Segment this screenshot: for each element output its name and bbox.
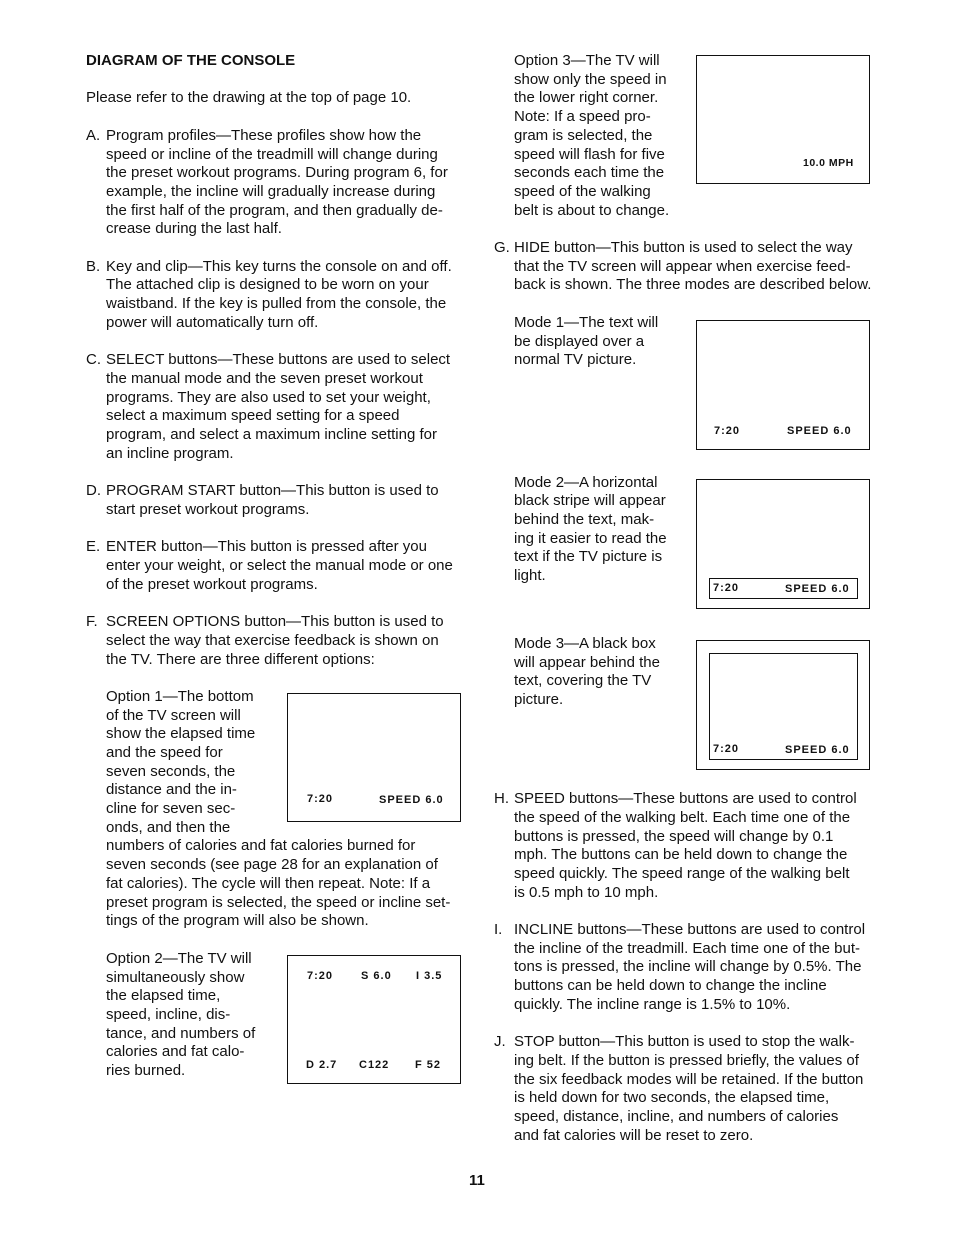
- item-j-line: STOP button—This button is used to stop the walk-: [514, 1033, 855, 1050]
- item-e-line: of the preset workout programs.: [106, 576, 318, 593]
- page-number: 11: [469, 1172, 485, 1189]
- option1-line: tings of the program will also be shown.: [106, 912, 369, 929]
- item-b-line: The attached clip is designed to be worn on your: [106, 276, 429, 293]
- tv-time: 7:20: [713, 582, 740, 594]
- mode3-line: text, covering the TV: [514, 672, 652, 689]
- mode3-line: Mode 3—A black box: [514, 635, 656, 652]
- mode2-line: behind the text, mak-: [514, 511, 655, 528]
- option3-line: Option 3—The TV will: [514, 52, 660, 69]
- item-j-letter: J.: [494, 1033, 506, 1050]
- item-d-line: start preset workout programs.: [106, 501, 310, 518]
- option3-line: speed will flash for five: [514, 146, 665, 163]
- item-d-line: PROGRAM START button—This button is used to: [106, 482, 439, 499]
- item-a-line: example, the incline will gradually increase during: [106, 183, 436, 200]
- item-b-line: power will automatically turn off.: [106, 314, 319, 331]
- item-g-line: HIDE button—This button is used to select the way: [514, 239, 853, 256]
- tv-speed: S 6.0: [361, 970, 392, 982]
- item-h-letter: H.: [494, 790, 509, 807]
- item-g-letter: G.: [494, 239, 510, 256]
- option1-line: cline for seven sec-: [106, 800, 236, 817]
- item-c-line: SELECT buttons—These buttons are used to select: [106, 351, 451, 368]
- option2-line: calories and fat calo-: [106, 1043, 245, 1060]
- tv-screen-mode2: [696, 479, 870, 609]
- option1-line: onds, and then the: [106, 819, 231, 836]
- item-f-line: SCREEN OPTIONS button—This button is used to: [106, 613, 444, 630]
- option1-line: and the speed for: [106, 744, 223, 761]
- option2-line: Option 2—The TV will: [106, 950, 252, 967]
- option3-line: seconds each time the: [514, 164, 665, 181]
- item-h-line: is 0.5 mph to 10 mph.: [514, 884, 659, 901]
- tv-screen-option2: [287, 955, 461, 1084]
- option2-line: the elapsed time,: [106, 987, 221, 1004]
- item-c-line: select a maximum speed setting for a speed: [106, 407, 400, 424]
- tv-speed-mph: 10.0 MPH: [803, 157, 854, 169]
- item-f-line: the TV. There are three different options:: [106, 651, 375, 668]
- item-i-line: quickly. The incline range is 1.5% to 10%.: [514, 996, 791, 1013]
- option3-line: Note: If a speed pro-: [514, 108, 651, 125]
- option1-line: numbers of calories and fat calories burned for: [106, 837, 416, 854]
- item-g-line: back is shown. The three modes are described below.: [514, 276, 872, 293]
- tv-time: 7:20: [307, 793, 334, 805]
- item-j-line: ing belt. If the button is pressed briefly, the values of: [514, 1052, 859, 1069]
- item-a-letter: A.: [86, 127, 101, 144]
- mode2-line: black stripe will appear: [514, 492, 666, 509]
- item-h-line: buttons is pressed, the speed will change by 0.1: [514, 828, 834, 845]
- option1-line: seven seconds (see page 28 for an explanation of: [106, 856, 438, 873]
- item-d-letter: D.: [86, 482, 101, 499]
- mode3-line: picture.: [514, 691, 564, 708]
- option1-line: of the TV screen will: [106, 707, 241, 724]
- mode1-line: be displayed over a: [514, 333, 645, 350]
- item-h-line: SPEED buttons—These buttons are used to control: [514, 790, 857, 807]
- mode2-line: Mode 2—A horizontal: [514, 474, 658, 491]
- item-c-line: the manual mode and the seven preset workout: [106, 370, 423, 387]
- item-j-line: and fat calories will be reset to zero.: [514, 1127, 754, 1144]
- item-c-line: an incline program.: [106, 445, 234, 462]
- item-a-line: crease during the last half.: [106, 220, 282, 237]
- option1-line: preset program is selected, the speed or incline set-: [106, 894, 451, 911]
- item-h-line: speed quickly. The speed range of the walking belt: [514, 865, 850, 882]
- option1-line: show the elapsed time: [106, 725, 256, 742]
- item-i-line: tons is pressed, the incline will change by 0.5%. The: [514, 958, 862, 975]
- item-i-line: buttons can be held down to change the incline: [514, 977, 827, 994]
- mode2-line: light.: [514, 567, 546, 584]
- tv-incline: I 3.5: [416, 970, 443, 982]
- item-b-line: waistband. If the key is pulled from the console, the: [106, 295, 447, 312]
- item-e-line: enter your weight, or select the manual mode or one: [106, 557, 453, 574]
- tv-time: 7:20: [714, 425, 741, 437]
- tv-speed: SPEED 6.0: [785, 583, 850, 595]
- option1-line: seven seconds, the: [106, 763, 236, 780]
- option3-line: speed of the walking: [514, 183, 651, 200]
- option1-line: Option 1—The bottom: [106, 688, 254, 705]
- tv-speed: SPEED 6.0: [379, 794, 444, 806]
- tv-fat-calories: F 52: [415, 1059, 442, 1071]
- intro-text: Please refer to the drawing at the top of page 10.: [86, 89, 412, 106]
- tv-speed: SPEED 6.0: [785, 744, 850, 756]
- mode3-line: will appear behind the: [514, 654, 660, 671]
- option2-line: ries burned.: [106, 1062, 186, 1079]
- mode2-line: text if the TV picture is: [514, 548, 663, 565]
- option3-line: show only the speed in: [514, 71, 667, 88]
- item-a-line: Program profiles—These profiles show how the: [106, 127, 422, 144]
- mode1-line: normal TV picture.: [514, 351, 637, 368]
- tv-time: 7:20: [713, 743, 740, 755]
- section-heading: DIAGRAM OF THE CONSOLE: [86, 52, 296, 69]
- tv-calories: C122: [359, 1059, 390, 1071]
- item-e-line: ENTER button—This button is pressed after you: [106, 538, 427, 555]
- item-a-line: speed or incline of the treadmill will change during: [106, 146, 438, 163]
- option3-line: belt is about to change.: [514, 202, 670, 219]
- item-e-letter: E.: [86, 538, 101, 555]
- mode1-line: Mode 1—The text will: [514, 314, 659, 331]
- mode2-line: ing it easier to read the: [514, 530, 667, 547]
- item-j-line: the six feedback modes will be retained. If the button: [514, 1071, 864, 1088]
- tv-screen-option1: [287, 693, 461, 822]
- tv-screen-mode1: [696, 320, 870, 450]
- item-c-line: program, and select a maximum incline setting for: [106, 426, 437, 443]
- item-a-line: the first half of the program, and then gradually de-: [106, 202, 443, 219]
- item-c-letter: C.: [86, 351, 101, 368]
- item-f-line: select the way that exercise feedback is shown on: [106, 632, 439, 649]
- item-j-line: is held down for two seconds, the elapsed time,: [514, 1089, 830, 1106]
- tv-distance: D 2.7: [306, 1059, 338, 1071]
- item-i-line: the incline of the treadmill. Each time one of the but-: [514, 940, 861, 957]
- option2-line: tance, and numbers of: [106, 1025, 256, 1042]
- option1-line: distance and the in-: [106, 781, 237, 798]
- option3-line: gram is selected, the: [514, 127, 653, 144]
- item-h-line: mph. The buttons can be held down to change the: [514, 846, 848, 863]
- item-a-line: the preset workout programs. During program 6, for: [106, 164, 448, 181]
- option1-line: fat calories). The cycle will then repeat. Note: If a: [106, 875, 431, 892]
- tv-screen-mode3: [696, 640, 870, 770]
- option2-line: speed, incline, dis-: [106, 1006, 231, 1023]
- item-j-line: speed, distance, incline, and numbers of calories: [514, 1108, 839, 1125]
- item-h-line: the speed of the walking belt. Each time one of the: [514, 809, 851, 826]
- item-b-letter: B.: [86, 258, 101, 275]
- item-f-letter: F.: [86, 613, 98, 630]
- item-i-line: INCLINE buttons—These buttons are used to control: [514, 921, 866, 938]
- option3-line: the lower right corner.: [514, 89, 659, 106]
- tv-time: 7:20: [307, 970, 334, 982]
- tv-screen-option3: [696, 55, 870, 184]
- tv-speed: SPEED 6.0: [787, 425, 852, 437]
- item-i-letter: I.: [494, 921, 503, 938]
- item-g-line: that the TV screen will appear when exercise feed-: [514, 258, 851, 275]
- option2-line: simultaneously show: [106, 969, 245, 986]
- item-b-line: Key and clip—This key turns the console on and off.: [106, 258, 452, 275]
- item-c-line: programs. They are also used to set your weight,: [106, 389, 431, 406]
